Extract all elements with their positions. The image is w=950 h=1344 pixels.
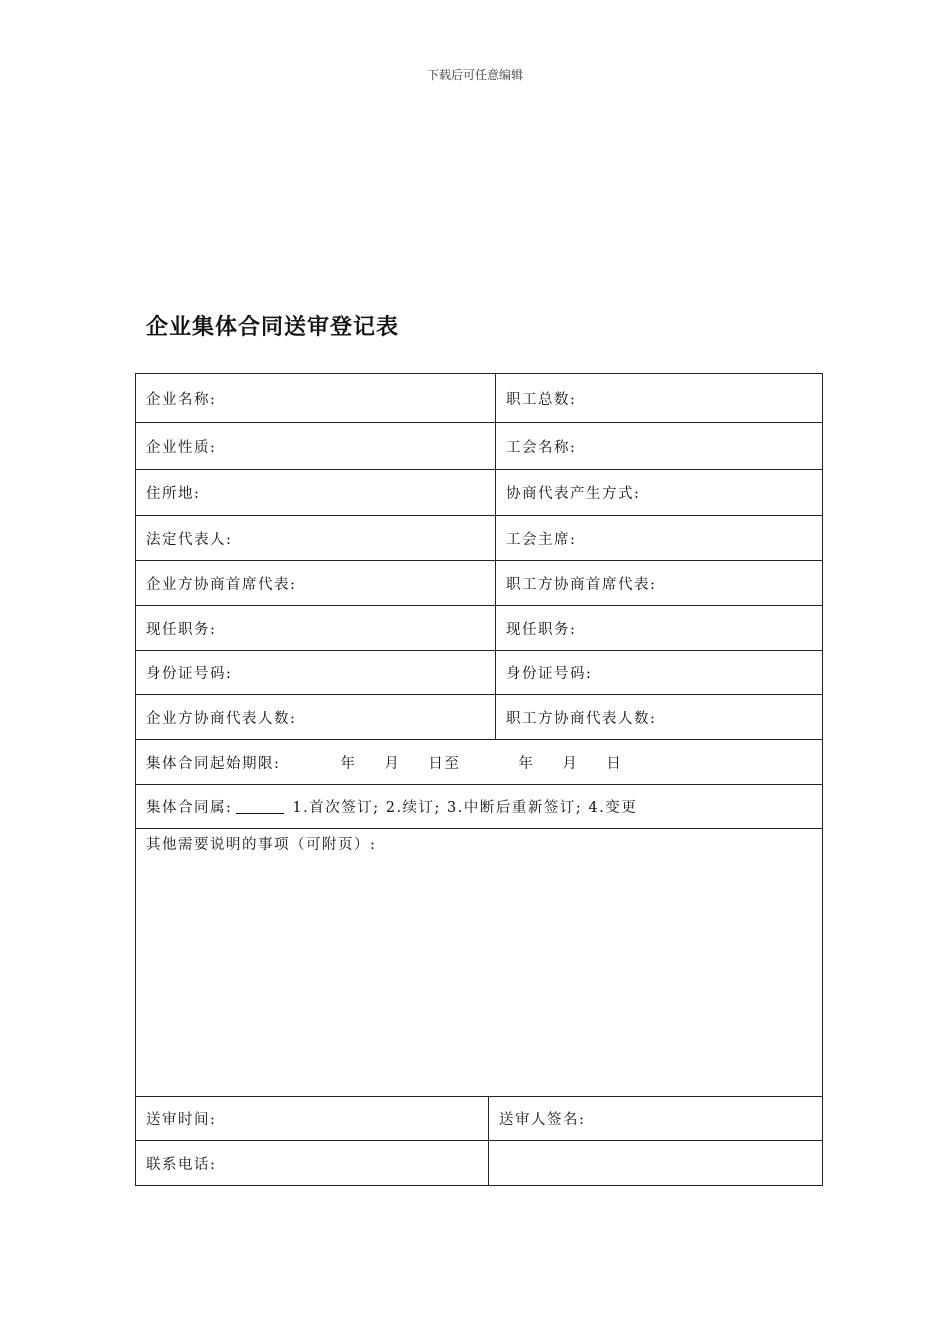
- day-to-label: 日至: [428, 755, 461, 772]
- legal-representative-field[interactable]: 法定代表人:: [136, 516, 496, 560]
- month-2-label: 月: [562, 755, 579, 772]
- employee-negotiator-count-field[interactable]: 职工方协商代表人数:: [506, 710, 657, 727]
- representative-selection-field[interactable]: 协商代表产生方式:: [506, 486, 641, 502]
- contract-type-field[interactable]: [136, 785, 822, 828]
- period-label: 集体合同起始期限:: [146, 755, 281, 772]
- other-notes-field[interactable]: 其他需要说明的事项（可附页）:: [146, 837, 377, 853]
- day-2-label: 日: [606, 755, 623, 772]
- form-row: [136, 1097, 822, 1141]
- contract-type-label: 集体合同属:: [146, 800, 233, 816]
- empty-cell[interactable]: [489, 1141, 822, 1185]
- form-row: [136, 695, 822, 740]
- enterprise-current-position-field[interactable]: 现任职务:: [136, 606, 496, 650]
- form-row: [136, 651, 822, 695]
- form-row: [136, 829, 822, 1097]
- enterprise-chief-negotiator-field[interactable]: 企业方协商首席代表:: [136, 561, 496, 605]
- employee-chief-negotiator-field[interactable]: 职工方协商首席代表:: [506, 576, 657, 593]
- employee-id-number-field[interactable]: 身份证号码:: [506, 666, 593, 682]
- form-row: [136, 470, 822, 516]
- enterprise-negotiator-count-field[interactable]: 企业方协商代表人数:: [136, 695, 496, 739]
- registration-form: [135, 373, 823, 1186]
- form-row: [136, 1141, 822, 1185]
- form-row: [136, 423, 822, 470]
- contract-type-blank[interactable]: [236, 799, 284, 814]
- submitter-signature-field[interactable]: 送审人签名:: [499, 1112, 586, 1128]
- union-name-field[interactable]: 工会名称:: [506, 439, 577, 456]
- enterprise-nature-field[interactable]: 企业性质:: [136, 423, 496, 469]
- month-1-label: 月: [384, 755, 401, 772]
- form-row: [136, 561, 822, 606]
- employee-current-position-field[interactable]: 现任职务:: [506, 621, 577, 638]
- phone-field[interactable]: 联系电话:: [136, 1141, 489, 1185]
- union-chairman-field[interactable]: 工会主席:: [506, 531, 577, 548]
- contract-period-field[interactable]: [136, 740, 822, 784]
- total-employees-field[interactable]: 职工总数:: [506, 391, 577, 408]
- form-row: [136, 740, 822, 785]
- form-row: [136, 785, 822, 829]
- year-1-label: 年: [340, 755, 357, 772]
- document-title: 企业集体合同送审登记表: [146, 314, 400, 340]
- header-note: 下载后可任意编辑: [426, 68, 523, 82]
- address-field[interactable]: 住所地:: [136, 470, 496, 515]
- enterprise-name-field[interactable]: 企业名称:: [136, 374, 496, 422]
- enterprise-id-number-field[interactable]: 身份证号码:: [136, 651, 496, 694]
- form-row: [136, 606, 822, 651]
- form-row: [136, 516, 822, 561]
- form-row: [136, 374, 822, 423]
- contract-type-options: 1.首次签订; 2.续订; 3.中断后重新签订; 4.变更: [292, 800, 638, 816]
- submit-time-field[interactable]: 送审时间:: [136, 1097, 489, 1140]
- year-2-label: 年: [518, 755, 535, 772]
